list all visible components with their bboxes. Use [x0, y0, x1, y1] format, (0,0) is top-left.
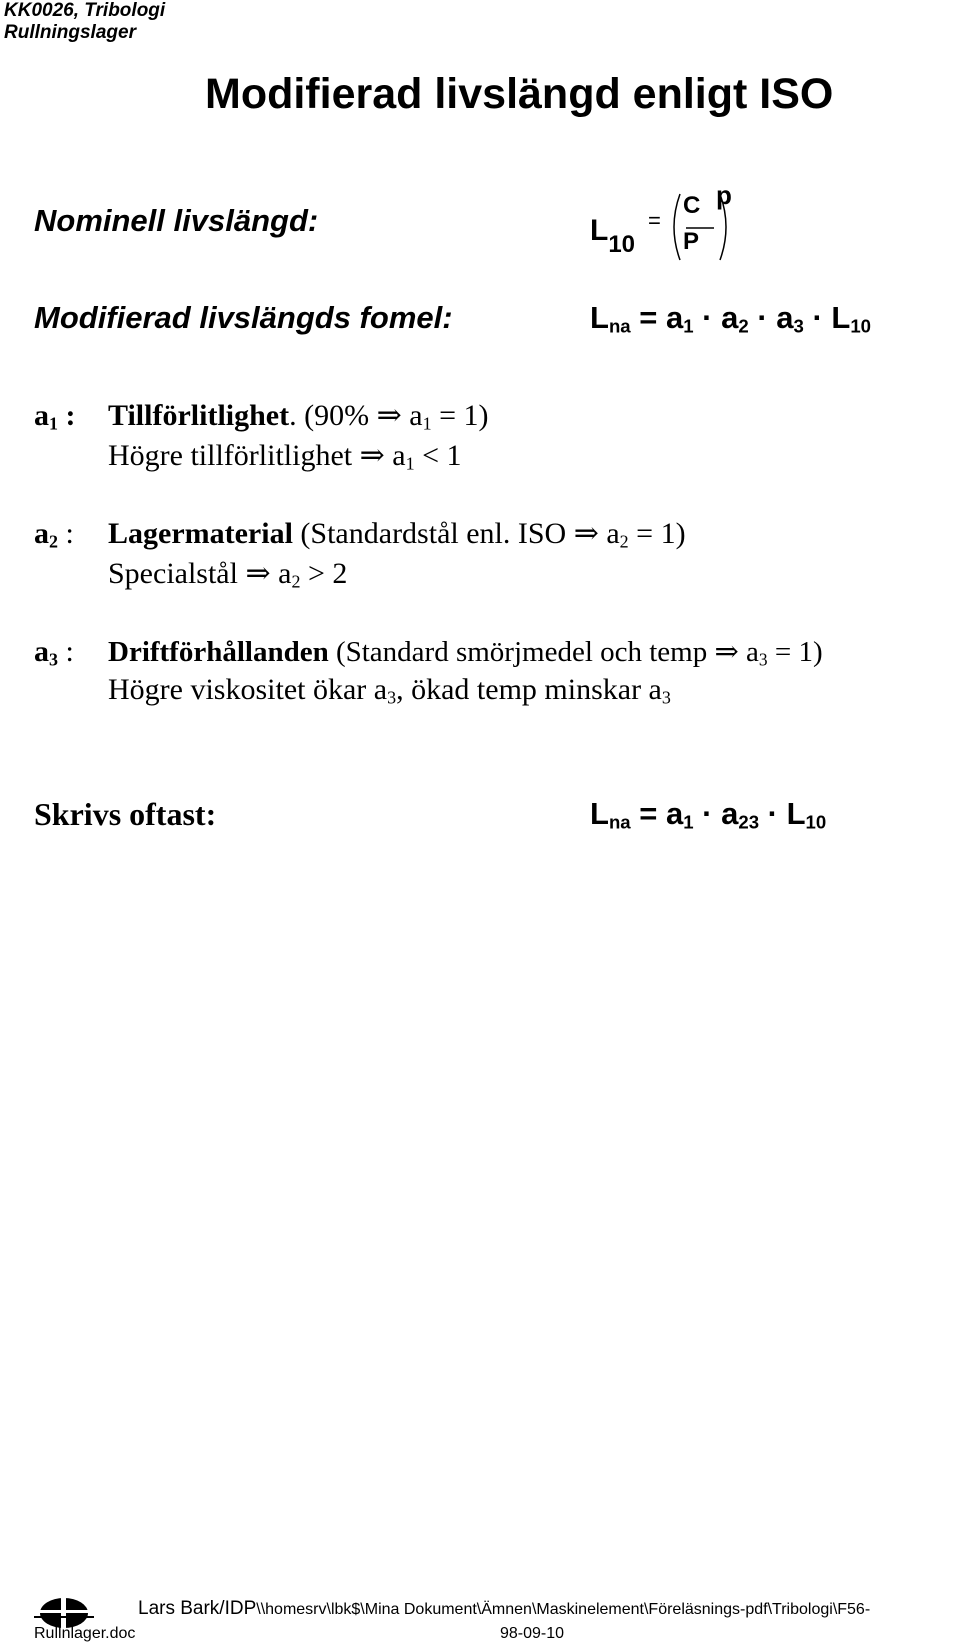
factor-a3-line2: Högre viskositet ökar $a_3$, ökad temp minskar $a_3$	[108, 673, 671, 708]
factor-a2-line1: Lagermaterial (Standardstål enl. ISO ⇒ $a_2 = 1$)	[108, 517, 686, 552]
header-topic: Rullningslager	[4, 22, 136, 43]
modified-term: · a	[693, 300, 739, 335]
footer-date: 98-09-10	[500, 1625, 565, 1642]
factor-a3-term: Driftförhållanden	[108, 636, 329, 668]
factor-a2-term: Lagermaterial	[108, 517, 293, 550]
modified-term-sub: 10	[850, 315, 872, 337]
implies-arrow-icon: ⇒	[714, 636, 739, 668]
nominal-label: Nominell livslängd:	[34, 203, 319, 238]
modified-term: · L	[803, 300, 851, 335]
modified-term-sub: 2	[738, 315, 749, 337]
factor-a2-symbol: $a_2$ :	[34, 517, 74, 552]
factor-a1-line1: Tillförlitlighet. (90% ⇒ $a_1 = 1$)	[108, 399, 489, 434]
modified-term: = a	[630, 300, 684, 335]
factor-a3-line1: Driftförhållanden (Standard smörjmedel och temp ⇒ $a_3 = 1$)	[108, 636, 823, 670]
header-course: KK0026, Tribologi	[4, 0, 166, 21]
implies-arrow-icon: ⇒	[359, 439, 385, 472]
nominal-numerator: C	[683, 192, 701, 219]
factor-a2-line2: Specialstål ⇒ $a_2 > 2$	[108, 557, 348, 592]
footer-author-path	[138, 1598, 870, 1620]
modified-term-sub: 3	[793, 315, 804, 337]
footer-path: \\homesrv\lbk$\Mina Dokument\Ämnen\Maskinelement\Föreläsnings-pdf\Tribologi\F56-	[256, 1601, 871, 1618]
nominal-formula	[590, 180, 750, 273]
summary-L-sub: na	[608, 811, 631, 833]
footer-filename: Rullnlager.doc	[34, 1625, 136, 1642]
modified-L: L	[590, 300, 609, 335]
modified-term-sub: 1	[683, 315, 694, 337]
summary-term: = a	[630, 796, 684, 831]
summary-term: · L	[759, 796, 806, 831]
factor-a1-term: Tillförlitlighet	[108, 399, 290, 432]
summary-formula	[590, 796, 826, 832]
nominal-denominator: P	[683, 228, 700, 255]
summary-L: L	[590, 796, 609, 831]
summary-term-sub: 1	[683, 811, 694, 833]
nominal-lhs: $L_{10}$	[590, 214, 636, 258]
modified-formula	[590, 300, 871, 336]
implies-arrow-icon: ⇒	[376, 399, 402, 432]
footer-author: Lars Bark/IDP	[138, 1598, 257, 1619]
summary-term-sub: 23	[738, 811, 760, 833]
page-title: Modifierad livslängd enligt ISO	[205, 70, 834, 118]
summary-term-sub: 10	[805, 811, 827, 833]
nominal-exponent: p	[716, 180, 732, 210]
factor-a1-line2: Högre tillförlitlighet ⇒ $a_1 < 1$	[108, 439, 462, 474]
summary-term: · a	[693, 796, 739, 831]
summary-label: Skrivs oftast:	[34, 796, 217, 832]
modified-label: Modifierad livslängds fomel:	[34, 300, 453, 335]
implies-arrow-icon: ⇒	[245, 557, 271, 590]
modified-term: · a	[748, 300, 794, 335]
factor-a3-symbol: $a_3$ :	[34, 635, 74, 670]
modified-L-sub: na	[608, 315, 631, 337]
factor-a1-symbol: $a_1$ :	[34, 399, 76, 434]
nominal-equals: =	[648, 208, 661, 233]
implies-arrow-icon: ⇒	[573, 517, 599, 550]
